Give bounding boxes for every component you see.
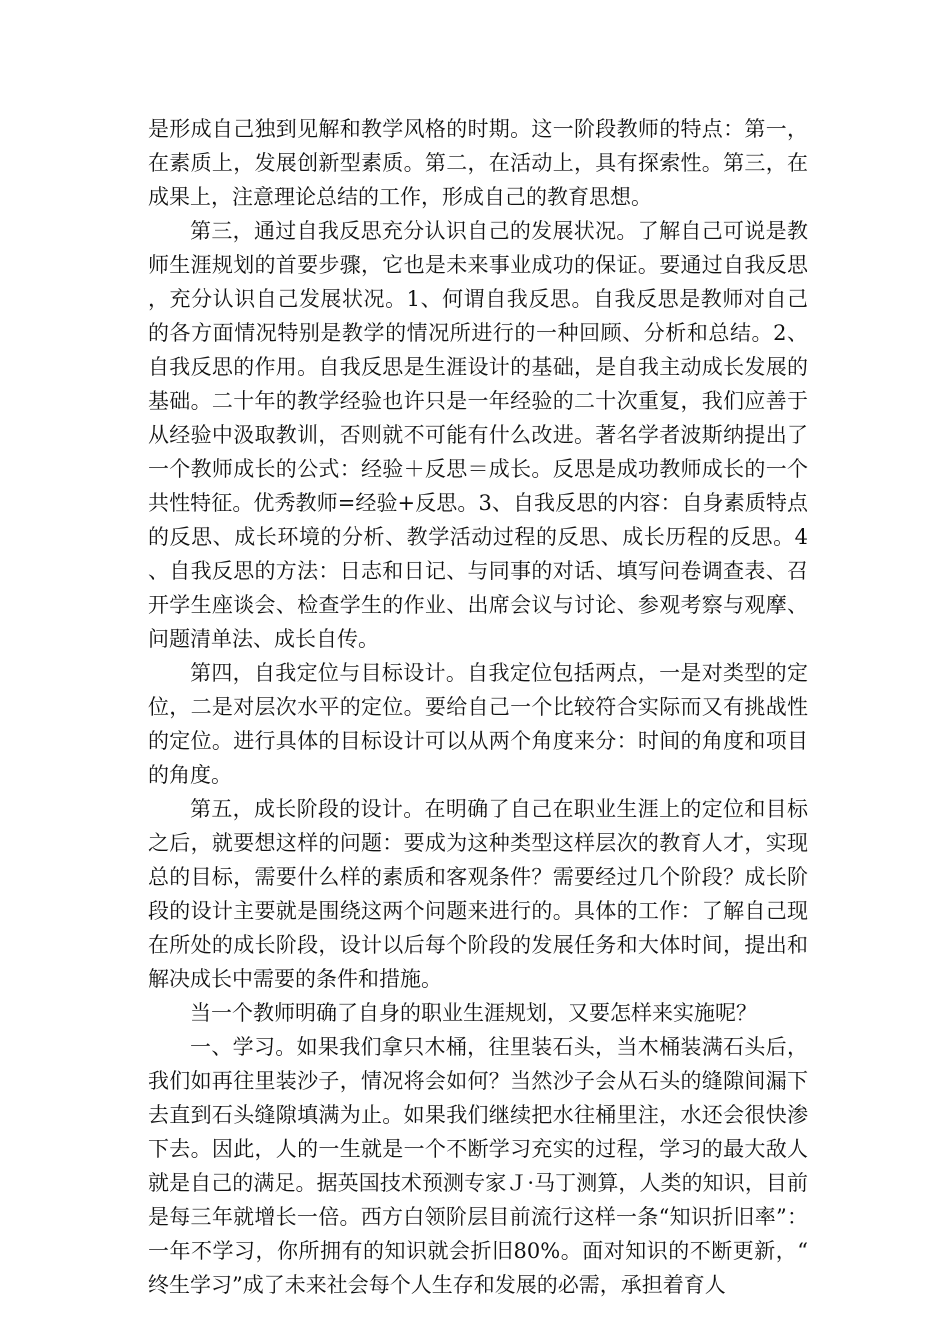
paragraph-1: 是形成自己独到见解和教学风格的时期。这一阶段教师的特点：第一，在素质上，发展创新型素质。第二，在活动上，具有探索性。第三，在成果上，注意理论总结的工作，形成自己的教育思想。 (148, 117, 808, 209)
document-body (148, 112, 808, 1302)
paragraph-4: 第五，成长阶段的设计。在明确了自己在职业生涯上的定位和目标之后，就要想这样的问题：要成为这种类型这样层次的教育人才，实现总的目标，需要什么样的素质和客观条件？需要经过几个阶段？成长阶段的设计主要就是围绕这两个问题来进行的。具体的工作：了解自己现在所处的成长阶段，设计以后每个阶段的发展任务和大体时间，提出和解决成长中需要的条件和措施。 (148, 797, 808, 991)
paragraph-2: 第三，通过自我反思充分认识自己的发展状况。了解自己可说是教师生涯规划的首要步骤，它也是未来事业成功的保证。要通过自我反思，充分认识自己发展状况。1、何谓自我反思。自我反思是教师对自己的各方面情况特别是教学的情况所进行的一种回顾、分析和总结。2、自我反思的作用。自我反思是生涯设计的基础，是自我主动成长发展的基础。二十年的教学经验也许只是一年经验的二十次重复，我们应善于从经验中汲取教训，否则就不可能有什么改进。著名学者波斯纳提出了一个教师成长的公式：经验＋反思＝成长。反思是成功教师成长的一个共性特征。优秀教师=经验+反思。3、自我反思的内容：自身素质特点的反思、成长环境的分析、教学活动过程的反思、成长历程的反思。4、自我反思的方法：日志和日记、与同事的对话、填写问卷调查表、召开学生座谈会、检查学生的作业、出席会议与讨论、参观考察与观摩、问题清单法、成长自传。 (148, 219, 808, 651)
paragraph-3: 第四，自我定位与目标设计。自我定位包括两点，一是对类型的定位，二是对层次水平的定位。要给自己一个比较符合实际而又有挑战性的定位。进行具体的目标设计可以从两个角度来分：时间的角度和项目的角度。 (148, 661, 808, 787)
paragraph-6: 一、学习。如果我们拿只木桶，往里装石头，当木桶装满石头后，我们如再往里装沙子，情况将会如何？当然沙子会从石头的缝隙间漏下去直到石头缝隙填满为止。如果我们继续把水往桶里注，水还会很快渗下去。因此，人的一生就是一个不断学习充实的过程，学习的最大敌人就是自己的满足。据英国技术预测专家Ｊ·马丁测算，人类的知识，目前是每三年就增长一倍。西方白领阶层目前流行这样一条“知识折旧率”：一年不学习，你所拥有的知识就会折旧80%。面对知识的不断更新，“终生学习”成了未来社会每个人生存和发展的必需，承担着育人 (148, 1035, 808, 1297)
paragraph-5: 当一个教师明确了自身的职业生涯规划，又要怎样来实施呢？ (190, 1001, 757, 1025)
